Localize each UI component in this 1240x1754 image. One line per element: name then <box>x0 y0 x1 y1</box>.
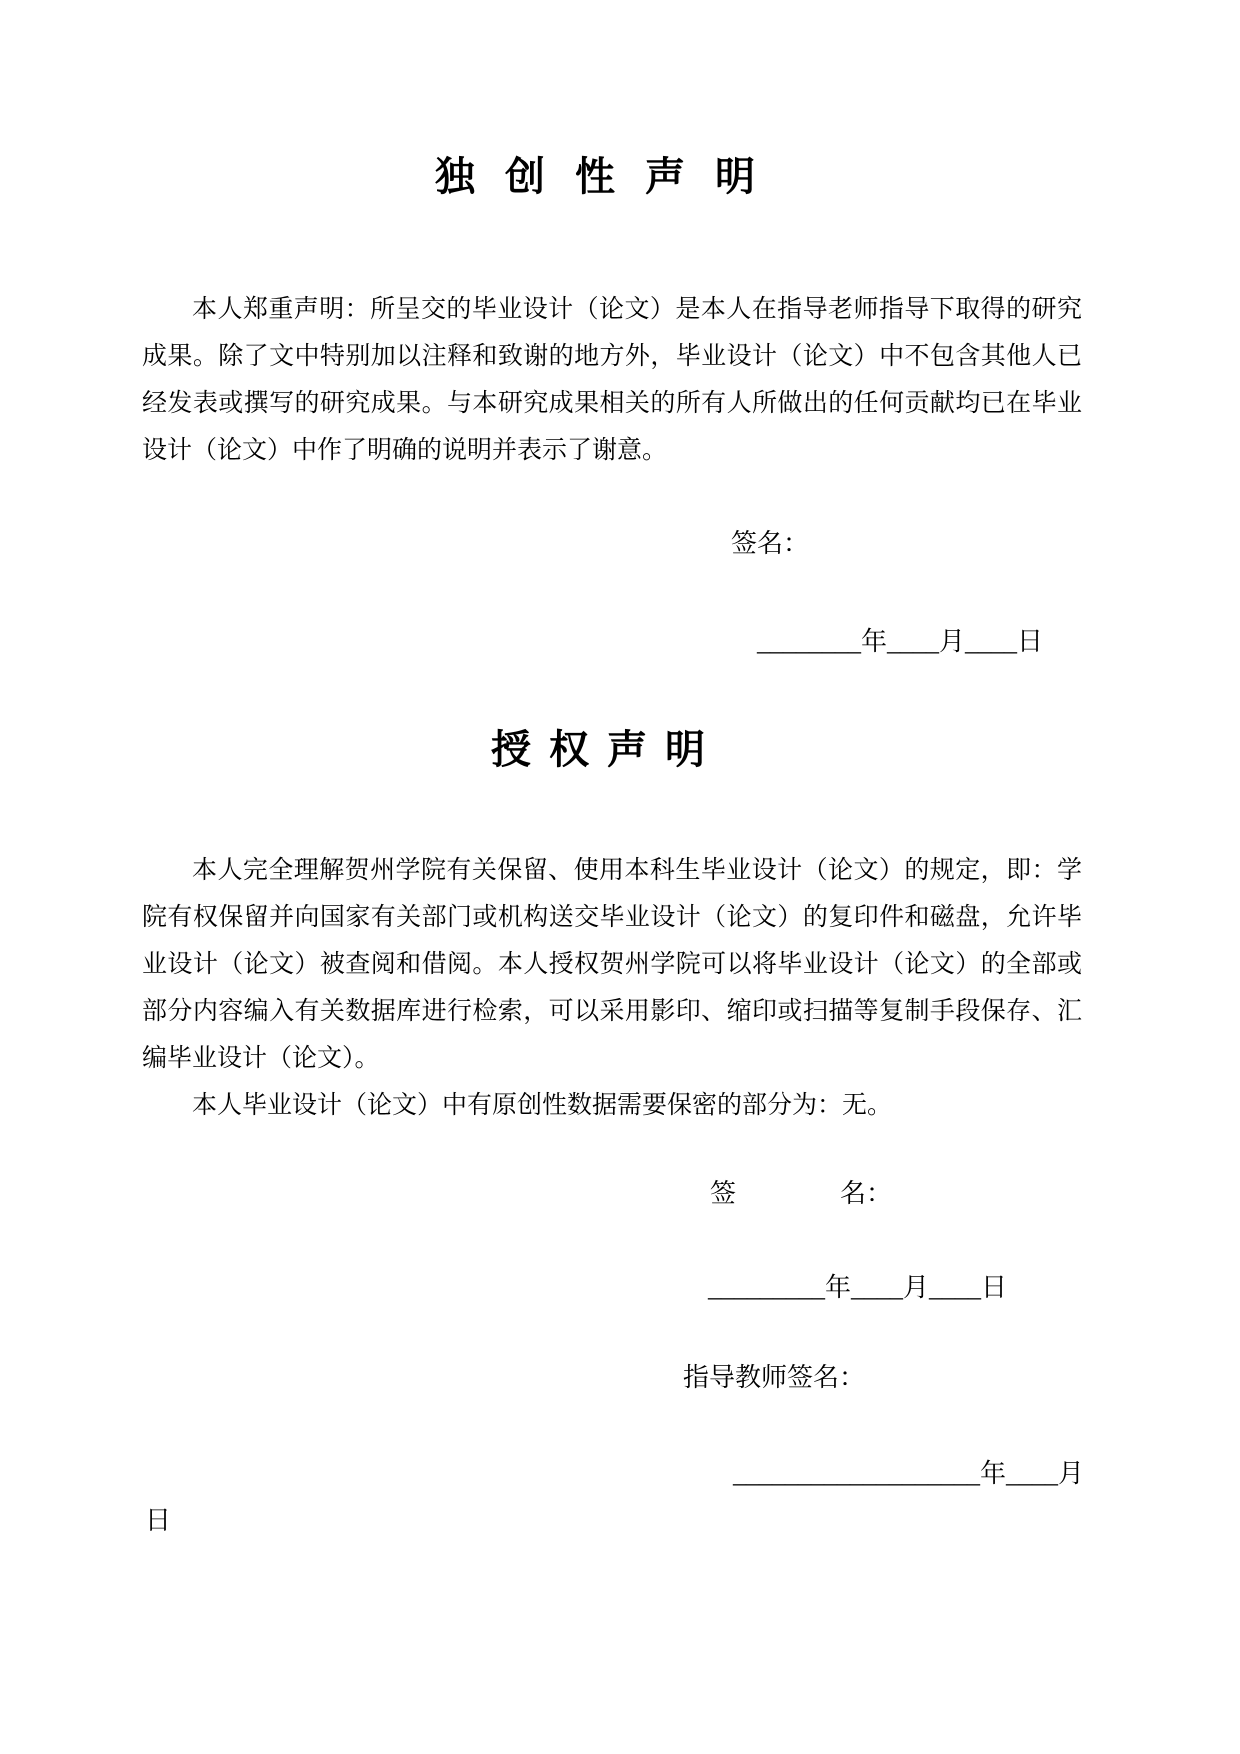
authorization-paragraph-lines <box>142 847 1082 1082</box>
paragraph-line: 本人郑重声明：所呈交的毕业设计（论文）是本人在指导老师指导下取得的研究 <box>192 296 1082 323</box>
authorization-signature-label: 签 名： <box>710 1179 893 1208</box>
paragraph-line: 业设计（论文）被查阅和借阅。本人授权贺州学院可以将毕业设计（论文）的全部或 <box>142 951 1082 978</box>
originality-date-line: ________年____月____日 <box>757 627 1044 656</box>
originality-signature-label: 签名： <box>731 529 810 558</box>
authorization-declaration-paragraph <box>142 847 1082 1129</box>
supervisor-date-line: ___________________年____月 <box>733 1459 1085 1488</box>
confidential-statement-line: 本人毕业设计（论文）中有原创性数据需要保密的部分为：无。 <box>192 1092 893 1119</box>
paragraph-line: 经发表或撰写的研究成果。与本研究成果相关的所有人所做出的任何贡献均已在毕业 <box>142 390 1082 417</box>
paragraph-line: 部分内容编入有关数据库进行检索，可以采用影印、缩印或扫描等复制手段保存、汇 <box>142 998 1082 1025</box>
paragraph-line: 编毕业设计（论文）。 <box>142 1045 380 1072</box>
authorization-date-line: _________年____月____日 <box>708 1273 1008 1302</box>
originality-declaration-paragraph <box>142 286 1082 474</box>
paragraph-line: 院有权保留并向国家有关部门或机构送交毕业设计（论文）的复印件和磁盘，允许毕 <box>142 904 1082 931</box>
supervisor-signature-label: 指导教师签名： <box>683 1363 866 1392</box>
paragraph-line: 设计（论文）中作了明确的说明并表示了谢意。 <box>142 437 668 464</box>
originality-declaration-title: 独 创 性 声 明 <box>435 154 765 199</box>
paragraph-line: 成果。除了文中特别加以注释和致谢的地方外，毕业设计（论文）中不包含其他人已 <box>142 343 1082 370</box>
authorization-declaration-title: 授 权 声 明 <box>491 727 709 772</box>
paragraph-line: 本人完全理解贺州学院有关保留、使用本科生毕业设计（论文）的规定，即：学 <box>192 857 1082 884</box>
supervisor-date-overflow-day: 日 <box>145 1506 172 1535</box>
